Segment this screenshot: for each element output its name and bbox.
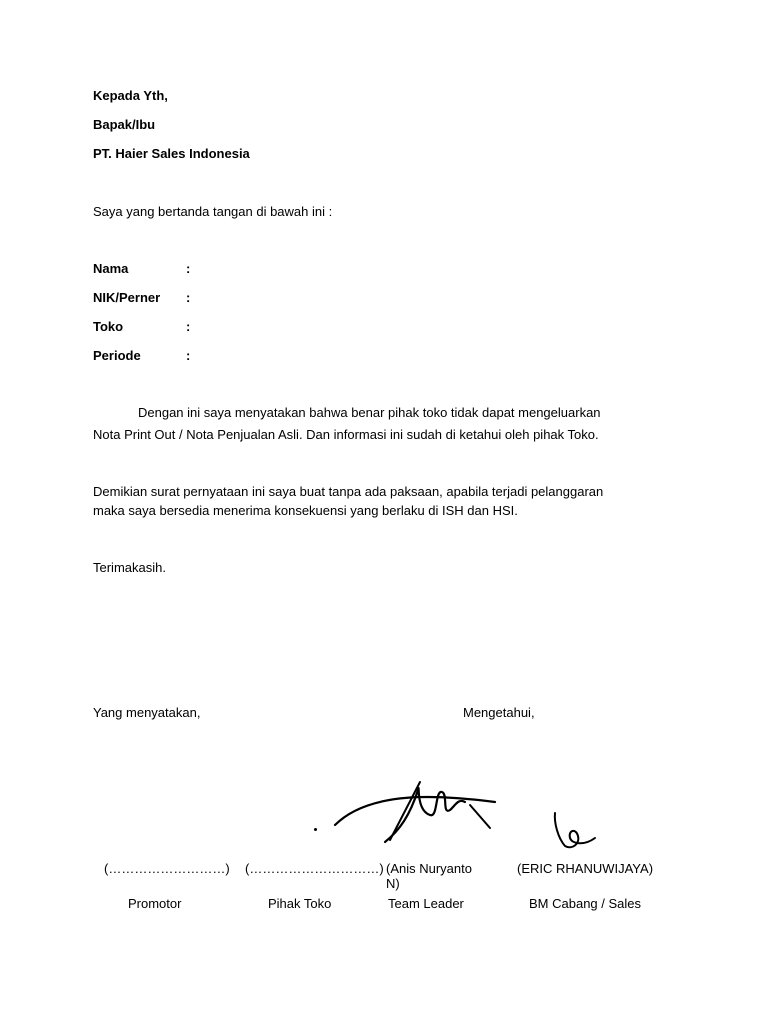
ink-dot <box>314 828 317 831</box>
team-leader-signature <box>330 770 510 850</box>
role-pihak-toko: Pihak Toko <box>268 896 332 911</box>
toko-name-placeholder: (…………………………) <box>245 861 384 876</box>
bm-name: (ERIC RHANUWIJAYA) <box>517 861 654 876</box>
field-label-periode: Periode <box>93 348 141 363</box>
addressee-line1: Kepada Yth, <box>93 88 168 103</box>
declarer-label: Yang menyatakan, <box>93 705 201 720</box>
paragraph2-line2: maka saya bersedia menerima konsekuensi yang berlaku di ISH dan HSI. <box>93 503 518 518</box>
paragraph1-line1: Dengan ini saya menyatakan bahwa benar pihak toko tidak dapat mengeluarkan <box>138 405 601 420</box>
role-promotor: Promotor <box>128 896 182 911</box>
field-label-toko: Toko <box>93 319 124 334</box>
field-colon: : <box>186 290 191 305</box>
intro-text: Saya yang bertanda tangan di bawah ini : <box>93 204 333 219</box>
paragraph1-line2: Nota Print Out / Nota Penjualan Asli. Dan informasi ini sudah di ketahui oleh pihak Toko. <box>93 427 599 442</box>
field-label-nik: NIK/Perner <box>93 290 161 305</box>
bm-signature <box>550 808 600 853</box>
paragraph2-line1: Demikian surat pernyataan ini saya buat tanpa ada paksaan, apabila terjadi pelanggaran <box>93 484 604 499</box>
addressee-line2: Bapak/Ibu <box>93 117 156 132</box>
role-bm-cabang: BM Cabang / Sales <box>529 896 642 911</box>
addressee-company: PT. Haier Sales Indonesia <box>93 146 250 161</box>
role-team-leader: Team Leader <box>388 896 464 911</box>
promotor-name-placeholder: (………………………) <box>104 861 230 876</box>
field-colon: : <box>186 261 191 276</box>
field-colon: : <box>186 348 191 363</box>
acknowledged-label: Mengetahui, <box>463 705 535 720</box>
field-label-nama: Nama <box>93 261 129 276</box>
thanks-text: Terimakasih. <box>93 560 166 575</box>
team-leader-name-line2: N) <box>386 876 400 891</box>
field-colon: : <box>186 319 191 334</box>
team-leader-name-line1: (Anis Nuryanto <box>386 861 472 876</box>
